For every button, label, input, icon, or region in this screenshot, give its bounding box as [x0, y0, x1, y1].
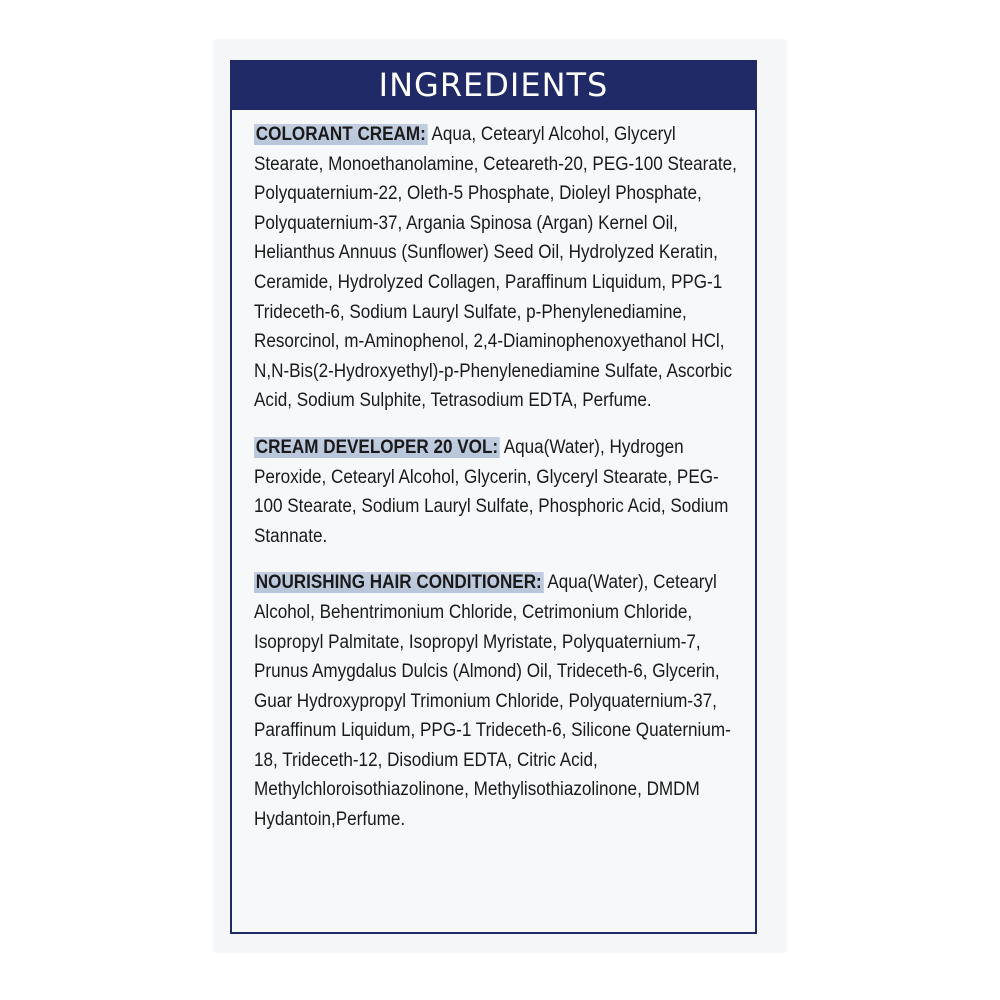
section-heading: COLORANT CREAM:: [255, 124, 426, 145]
section-cream-developer: [254, 433, 747, 551]
ingredients-header: [232, 60, 755, 110]
section-heading: NOURISHING HAIR CONDITIONER:: [255, 572, 542, 594]
ingredients-list: [254, 120, 747, 835]
ingredients-title: INGREDIENTS: [378, 66, 609, 104]
section-colorant-cream: [254, 120, 747, 416]
section-hair-conditioner: [254, 568, 747, 834]
section-heading: CREAM DEVELOPER 20 VOL:: [255, 436, 499, 458]
section-text: Aqua, Cetearyl Alcohol, Glyceryl Stearate, Monoethanolamine, Ceteareth-20, PEG-100 Stearate, Polyquaternium-22, Oleth-5 Phosphate, Dioleyl Phosphate, Polyquaternium-37, Argania Spinosa (Argan) Kernel Oil, Helianthus Annuus (Sunflower) Seed Oil, Hydrolyzed Keratin, Ceramide, Hydrolyzed Collagen, Paraffinum Liquidum, PPG-1 Trideceth-6, Sodium Lauryl Sulfate, p-Phenylenediamine, Resorcinol, m-Aminophenol, 2,4-Diaminophenoxyethanol HCl, N,N-Bis(2-Hydroxyethyl)-p-Phenylenediamine Sulfate, Ascorbic Acid, Sodium Sulphite, Tetrasodium EDTA, Perfume.: [254, 124, 737, 412]
section-text: Aqua(Water), Hydrogen Peroxide, Cetearyl Alcohol, Glycerin, Glyceryl Stearate, PEG-100 Stearate, Sodium Lauryl Sulfate, Phosphoric Acid, Sodium Stannate.: [254, 436, 729, 547]
ingredients-box: [230, 60, 757, 934]
section-text: Aqua(Water), Cetearyl Alcohol, Behentrimonium Chloride, Cetrimonium Chloride, Isopropyl Palmitate, Isopropyl Myristate, Polyquaternium-7, Prunus Amygdalus Dulcis (Almond) Oil, Trideceth-6, Glycerin, Guar Hydroxypropyl Trimonium Chloride, Polyquaternium-37, Paraffinum Liquidum, PPG-1 Trideceth-6, Silicone Quaternium-18, Trideceth-12, Disodium EDTA, Citric Acid, Methylchloroisothiazolinone, Methylisothiazolinone, DMDM Hydantoin,Perfume.: [254, 572, 731, 831]
